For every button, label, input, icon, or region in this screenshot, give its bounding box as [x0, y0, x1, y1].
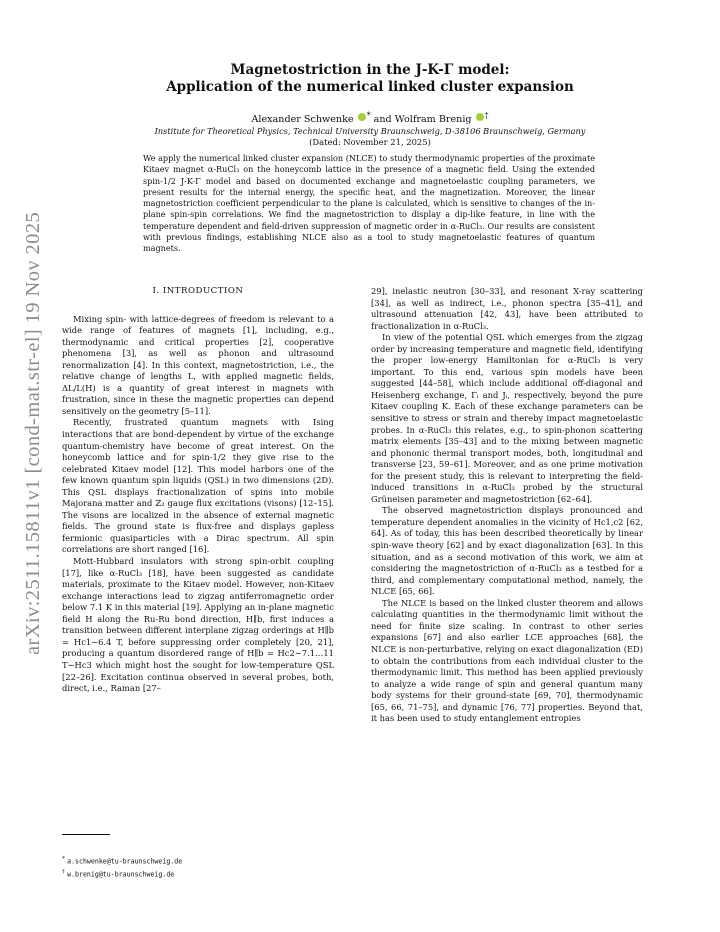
orcid-icon[interactable] [476, 113, 484, 121]
footnote-mark: † [62, 868, 65, 875]
author-conjunction: and [373, 114, 392, 126]
abstract: We apply the numerical linked cluster expansion (NLCE) to study thermodynamic properties of the proximate Kitaev magnet α-RuCl₃ on the honeycomb lattice in the presence of a magnetic field. Using the extended spin-1/2 J-K-Γ model and based on documented exchange and magnetoelastic coupling parameters, we present results for the internal energy, the specific heat, and the magnetization. Moreover, the linear magnetostriction coefficient perpendicular to the plane is calculated, which is sensitive to changes of the in-plane spin-spin correlations. We find the magnetostriction to display a dip-like feature, in line with the temperature dependent and field-driven suppression of magnetic order in α-RuCl₃. Our results are consistent with previous findings, establishing NLCE also as a tool to study magnetoelastic features of quantum magnets. [143, 153, 595, 253]
footnote-divider [62, 834, 110, 835]
author-list [100, 110, 640, 126]
author-footnote-mark: † [484, 111, 489, 120]
arxiv-identifier-stamp: arXiv:2511.15811v1 [cond-mat.str-el] 19 Nov 2025 [22, 211, 44, 655]
right-column [371, 286, 643, 725]
orcid-icon[interactable] [358, 113, 366, 121]
body-paragraph: The observed magnetostriction displays pronounced and temperature dependent anomalies in the vicinity of Hc1,c2 [62, 64]. As of today, this has been described theoretically by linear spin-wave theory [62] and by exact diagonalization [63]. In this situation, and as a second motivation of this work, we aim at considering the magnetostriction of α-RuCl₃ as a testbed for a third, and complementary computational method, namely, the NLCE [65, 66]. [371, 505, 643, 597]
footnote [62, 867, 334, 880]
author-footnote-mark: * [366, 111, 371, 120]
footnote [62, 854, 334, 867]
title-line-2: Application of the numerical linked cluster expansion [166, 79, 574, 95]
author-name: Alexander Schwenke [251, 114, 354, 126]
title-line-1: Magnetostriction in the J-K-Γ model: [230, 62, 510, 78]
author-email-link[interactable]: a.schwenke@tu-braunschweig.de [67, 857, 183, 866]
affiliation: Institute for Theoretical Physics, Technical University Braunschweig, D-38106 Braunschweig, Germany [154, 126, 586, 137]
paper-title [100, 62, 640, 96]
body-paragraph: Mixing spin- with lattice-degrees of freedom is relevant to a wide range of features of magnets [1], including, e.g., thermodynamic and critical properties [2], cooperative phenomena [3], as well as phonon and ultrasound renormalization [4]. In this context, magnetostriction, i.e., the relative change of lengths L, with applied magnetic fields, ΔL/L(H) is a quantity of great interest in magnets with frustration, since in these the magnetic properties can depend sensitively on the geometry [5–11]. [62, 313, 334, 416]
footnote-mark: * [62, 856, 65, 862]
date-line: (Dated: November 21, 2025) [309, 137, 431, 148]
body-paragraph: The NLCE is based on the linked cluster theorem and allows calculating quantities in the thermodynamic limit without the need for finite size scaling. In contrast to other series expansions [67] and also earlier LCE approaches [68], the NLCE is non-perturbative, relying on exact diagonalization (ED) to obtain the contributions from each individual cluster to the thermodynamic limit. This method has been applied previously to analyze a wide range of spin and general quantum many body systems for their ground-state [69, 70], thermodynamic [65, 66, 71–75], and dynamic [76, 77] properties. Beyond that, it has been used to study entanglement entropies [371, 597, 643, 724]
author-email-link[interactable]: w.brenig@tu-braunschweig.de [67, 870, 175, 879]
body-paragraph: Mott-Hubbard insulators with strong spin-orbit coupling [17], like α-RuCl₃ [18], have been suggested as candidate materials, proximate to the Kitaev model. However, non-Kitaev exchange interactions lead to zigzag antiferromagnetic order below 7.1 K in this material [19]. Applying an in-plane magnetic field H along the Ru-Ru bond direction, H∥b, first induces a transition between different interplane zigzag orderings at H∥b = Hc1∼6.4 T, before suppressing order completely [20, 21], producing a quantum disordered range of H∥b = Hc2∼7.1…11 T∼Hc3 which might host the sought for low-temperature QSL [22–26]. Excitation continua observed in several probes, both, direct, i.e., Raman [27– [62, 556, 334, 694]
section-heading: I. INTRODUCTION [152, 286, 244, 296]
body-paragraph: 29], inelastic neutron [30–33], and resonant X-ray scattering [34], as well as indirect, i.e., phonon spectra [35–41], and ultrasound attenuation [42, 43], have been attributed to fractionalization in α-RuCl₃. [371, 286, 643, 331]
left-column [62, 286, 334, 695]
footnotes [62, 854, 334, 880]
author-name: Wolfram Brenig [394, 114, 472, 126]
body-paragraph: In view of the potential QSL which emerges from the zigzag order by increasing temperature and magnetic field, identifying the proper low-energy Hamiltonian for α-RuCl₃ is very important. To this end, various spin models have been suggested [44–58], which include additional off-diagonal and Heisenberg exchange, Γᵢ and Jᵢ, respectively, beyond the pure Kitaev coupling K. Each of these exchange parameters can be sensitive to stress or strain and thereby impact magnetoelastic probes. In α-RuCl₃ this relates, e.g., to spin-phonon scattering matrix elements [35–43] and to the mixing between magnetic and phononic thermal transport modes, both, longitudinal and transverse [23, 59–61]. Moreover, and as one prime motivation for the present study, this is relevant to interpreting the field-induced transitions in α-RuCl₃ probed by the structural Grüneisen parameter and magnetostriction [62–64]. [371, 332, 643, 504]
body-paragraph: Recently, frustrated quantum magnets with Ising interactions that are bond-dependent by virtue of the exchange quantum-chemistry have become of great interest. On the honeycomb lattice and for spin-1/2 they give rise to the celebrated Kitaev model [12]. This model harbors one of the few known quantum spin liquids (QSL) in two dimensions (2D). This QSL displays fractionalization of spins into mobile Majorana matter and ℤ₂ gauge flux excitations (visons) [12–15]. The visons are localized in the absence of external magnetic fields. The ground state is flux-free and displays gapless fermionic quasiparticles with a Dirac spectrum. All spin correlations are short ranged [16]. [62, 417, 334, 555]
title-block [100, 62, 640, 148]
